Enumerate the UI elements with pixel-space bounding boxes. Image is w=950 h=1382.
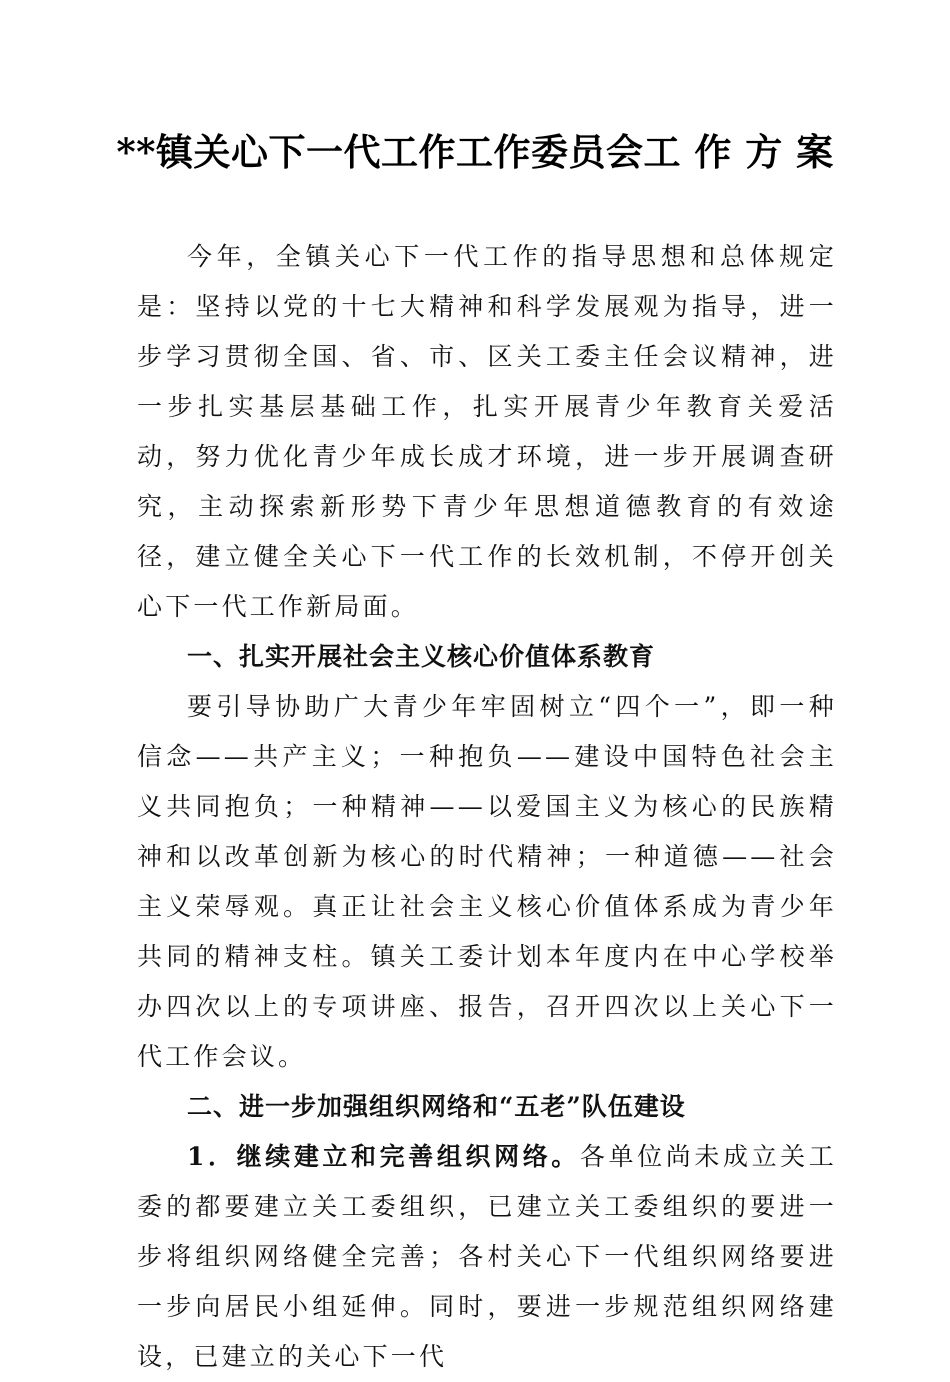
document-body bbox=[137, 232, 837, 1382]
section-heading-1: 一、扎实开展社会主义核心价值体系教育 bbox=[187, 642, 656, 671]
intro-paragraph: 今年，全镇关心下一代工作的指导思想和总体规定是：坚持以党的十七大精神和科学发展观为指导，进一步学习贯彻全国、省、市、区关工委主任会议精神，进一步扎实基层基础工作，扎实开展青少年教育关爱活动，努力优化青少年成长成才环境，进一步开展调查研究，主动探索新形势下青少年思想道德教育的有效途径，建立健全关心下一代工作的长效机制，不停开创关心下一代工作新局面。 bbox=[137, 242, 837, 621]
document-title: **镇关心下一代工作工作委员会工 作 方 案 bbox=[116, 130, 834, 174]
item-1-text: 各单位尚未成立关工委的都要建立关工委组织，已建立关工委组织的要进一步将组织网络健全完善；各村关心下一代组织网络要进一步向居民小组延伸。同时，要进一步规范组织网络建设，已建立的关心下一代 bbox=[137, 1142, 837, 1371]
section-heading-2: 二、进一步加强组织网络和“五老”队伍建设 bbox=[187, 1092, 686, 1121]
section-1-paragraph: 要引导协助广大青少年牢固树立“四个一”，即一种信念——共产主义；一种抱负——建设中国特色社会主义共同抱负；一种精神——以爱国主义为核心的民族精神和以改革创新为核心的时代精神；一种道德——社会主义荣辱观。真正让社会主义核心价值体系成为青少年共同的精神支柱。镇关工委计划本年度内在中心学校举办四次以上的专项讲座、报告，召开四次以上关心下一代工作会议。 bbox=[137, 692, 837, 1071]
item-1-lead: 1．继续建立和完善组织网络。 bbox=[187, 1142, 580, 1171]
item-1-paragraph bbox=[137, 1132, 837, 1382]
